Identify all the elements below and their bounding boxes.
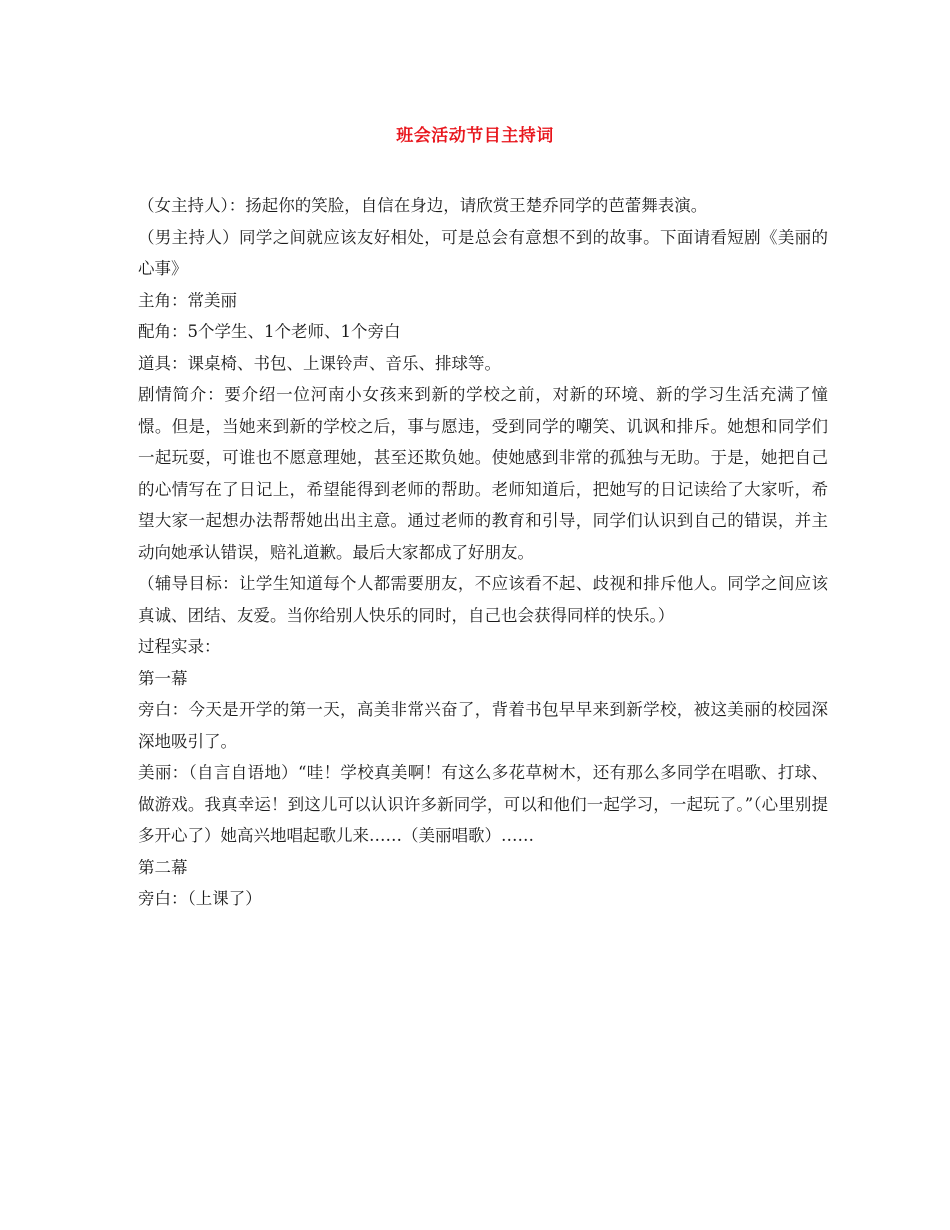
paragraph-lead-role: 主角：常美丽 — [138, 290, 237, 310]
paragraph-act-two: 第二幕 — [138, 857, 188, 877]
paragraph-act-one: 第一幕 — [138, 668, 188, 688]
paragraph-narration-2: 旁白：（上课了） — [138, 889, 262, 908]
document-title: 班会活动节目主持词 — [396, 126, 554, 146]
paragraph-narration-1: 旁白：今天是开学的第一天，高美非常兴奋了，背着书包早早来到新学校，被这美丽的校园深深地吸引了。 — [138, 700, 828, 751]
paragraph-process-record: 过程实录： — [138, 637, 221, 656]
paragraph-male-host: （男主持人）同学之间就应该友好相处，可是总会有意想不到的故事。下面请看短剧《美丽的心事》 — [138, 227, 828, 278]
paragraph-female-host: （女主持人）：扬起你的笑脸，自信在身边，请欣赏王楚乔同学的芭蕾舞表演。 — [138, 196, 708, 215]
document-body — [138, 190, 828, 915]
paragraph-supporting-roles: 配角：5个学生、1个老师、1个旁白 — [138, 322, 401, 341]
paragraph-props: 道具：课桌椅、书包、上课铃声、音乐、排球等。 — [138, 353, 501, 373]
paragraph-guidance-goal: （辅导目标：让学生知道每个人都需要朋友，不应该看不起、歧视和排斥他人。同学之间应该真诚、团结、友爱。当你给别人快乐的同时，自己也会获得同样的快乐。） — [138, 574, 828, 625]
paragraph-meili-line: 美丽：（自言自语地）“哇！学校真美啊！有这么多花草树木，还有那么多同学在唱歌、打球、做游戏。我真幸运！到这儿可以认识许多新同学，可以和他们一起学习，一起玩了。”（心里别提多开心了）她高兴地唱起歌儿来……（美丽唱歌）…… — [138, 763, 828, 845]
paragraph-synopsis: 剧情简介：要介绍一位河南小女孩来到新的学校之前，对新的环境、新的学习生活充满了憧憬。但是，当她来到新的学校之后，事与愿违，受到同学的嘲笑、讥讽和排斥。她想和同学们一起玩耍，可谁也不愿意理她，甚至还欺负她。使她感到非常的孤独与无助。于是，她把自己的心情写在了日记上，希望能得到老师的帮助。老师知道后，把她写的日记读给了大家听，希望大家一起想办法帮帮她出出主意。通过老师的教育和引导，同学们认识到自己的错误，并主动向她承认错误，赔礼道歉。最后大家都成了好朋友。 — [138, 385, 828, 562]
